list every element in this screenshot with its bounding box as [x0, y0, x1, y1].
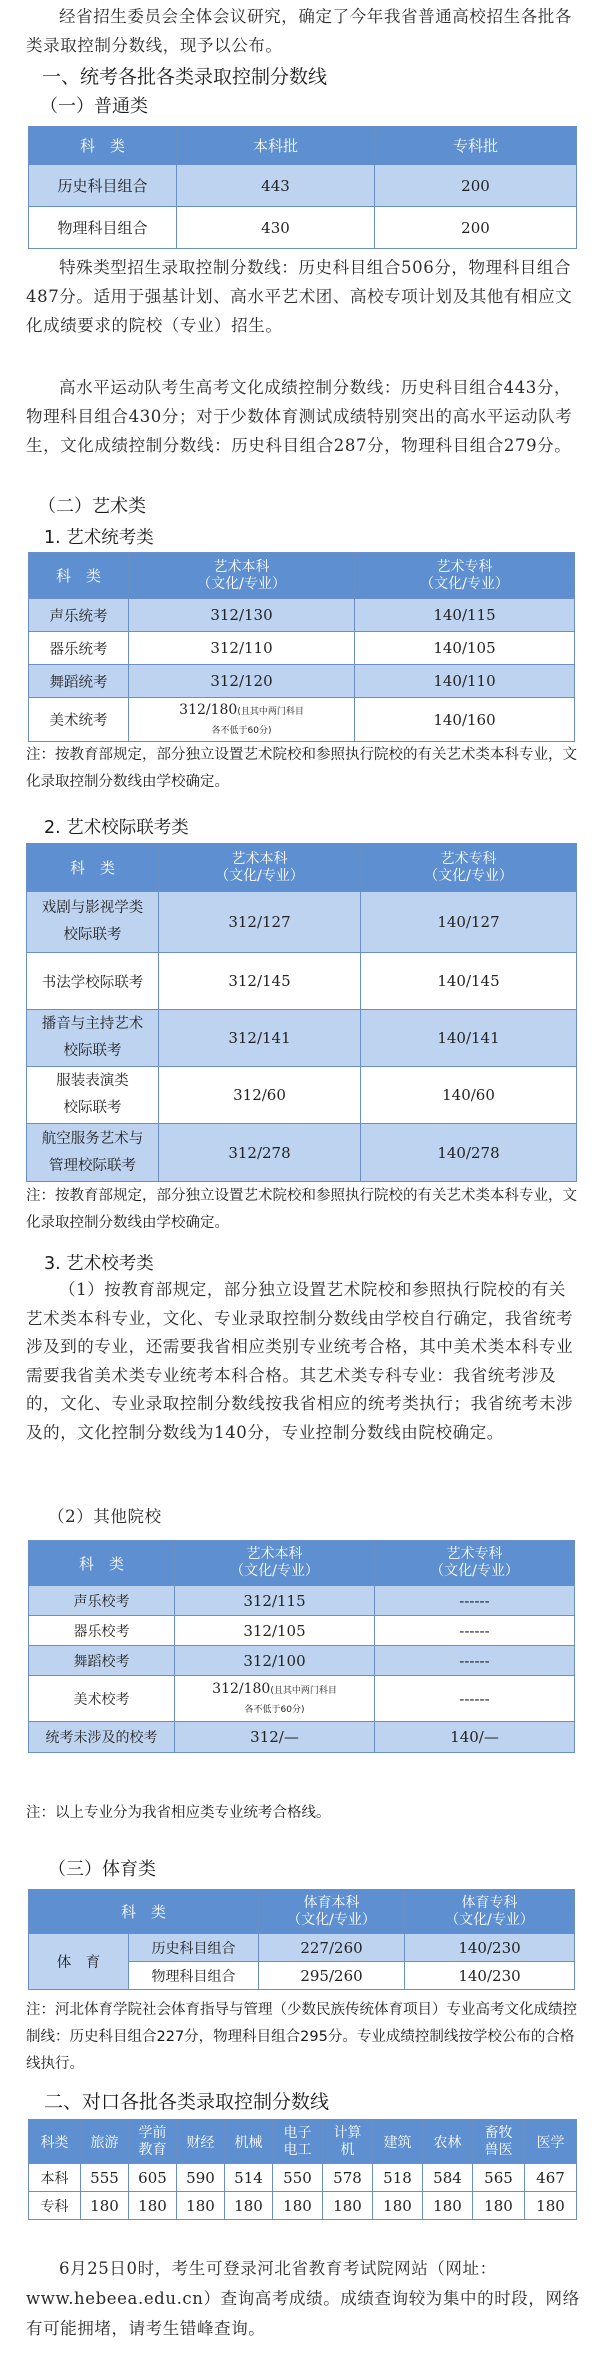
label-line: 校际联考 [63, 1043, 122, 1059]
score-cell: 518 [373, 2164, 423, 2192]
junior-score: 200 [375, 165, 577, 207]
header-category: 科 类 [29, 1890, 259, 1934]
score-cell: 467 [525, 2164, 577, 2192]
row-label: 物理科目组合 [29, 207, 177, 249]
intro-paragraph: 经省招生委员会全体会议研究，确定了今年我省普通高校招生各批各类录取控制分数线，现予以公布。 [26, 7, 572, 55]
undergrad-score: 312/110 [129, 632, 355, 665]
junior-score: 140/110 [355, 665, 575, 698]
row-label [27, 892, 159, 953]
header-line: （文化/专业） [430, 1563, 519, 1579]
score-cell: 180 [81, 2192, 129, 2220]
label-line: 校际联考 [63, 927, 122, 943]
header-line: 艺术专科 [436, 558, 493, 575]
score-cell: 180 [373, 2192, 423, 2220]
header-line: 计算 [333, 2124, 362, 2141]
undergrad-score-cell [175, 1676, 375, 1722]
score-cell: 555 [81, 2164, 129, 2192]
header-line: （文化/专业） [215, 867, 304, 884]
undergrad-score: 227/260 [259, 1934, 405, 1962]
junior-score: 200 [375, 207, 577, 249]
undergrad-score: 312/127 [159, 892, 361, 953]
score-cell: 550 [273, 2164, 323, 2192]
score-cell: 180 [273, 2192, 323, 2220]
art-unified-note: 注：按教育部规定，部分独立设置艺术院校和参照执行院校的有关艺术类本科专业，文化录取控制分数线由学校确定。 [26, 747, 577, 790]
row-label: 器乐校考 [29, 1616, 175, 1646]
junior-score: 140/278 [361, 1124, 577, 1182]
header-medicine: 医学 [525, 2120, 577, 2164]
row-label: 专科 [29, 2192, 81, 2220]
row-label: 美术统考 [29, 698, 129, 742]
category-label: 体 育 [29, 1934, 129, 1990]
table-row [27, 892, 577, 953]
score-cell: 514 [225, 2164, 273, 2192]
sports-subtitle: （三）体育类 [48, 1859, 156, 1880]
row-label: 舞蹈统考 [29, 665, 129, 698]
header-line: （文化/专业） [420, 575, 509, 592]
table-row [29, 599, 575, 632]
table-row [29, 1586, 575, 1616]
header-line: 艺术专科 [440, 850, 497, 867]
art-joint-table [26, 843, 577, 1182]
art-school-title: 3. 艺术校考类 [44, 1254, 154, 1274]
score-cell: 180 [525, 2192, 577, 2220]
score-cell: 578 [323, 2164, 373, 2192]
junior-score: ------ [375, 1616, 575, 1646]
label-line: 服装表演类 [56, 1073, 129, 1089]
table-row [29, 665, 575, 698]
header-line: 艺术本科 [246, 1546, 303, 1562]
header-category: 科 类 [27, 844, 159, 892]
score-cell: 565 [473, 2164, 525, 2192]
header-agriculture: 农林 [423, 2120, 473, 2164]
header-art-junior [355, 553, 575, 599]
header-sports-junior [405, 1890, 575, 1934]
label-line: 校际联考 [63, 1100, 122, 1116]
header-line: 艺术本科 [213, 558, 270, 575]
score-cell: 180 [473, 2192, 525, 2220]
art-school-table [28, 1540, 575, 1753]
score-cell: 180 [423, 2192, 473, 2220]
score-note: 各不低于60分) [244, 1704, 305, 1715]
junior-score: 140/105 [355, 632, 575, 665]
row-label [27, 1010, 159, 1067]
row-label: 书法学校际联考 [27, 953, 159, 1010]
row-label: 声乐统考 [29, 599, 129, 632]
general-subtitle: （一）普通类 [40, 96, 148, 117]
sports-team-paragraph: 高水平运动队考生高考文化成绩控制分数线：历史科目组合443分，物理科目组合430分；对于少数体育测试成绩特别突出的高水平运动队考生，文化成绩控制分数线：历史科目组合287分，物理科目组合279分。 [26, 378, 573, 455]
junior-score: 140/141 [361, 1010, 577, 1067]
sports-table [28, 1889, 575, 1990]
table-row [29, 165, 577, 207]
header-veterinary [473, 2120, 525, 2164]
undergrad-score-cell [129, 698, 355, 742]
row-label: 本科 [29, 2164, 81, 2192]
header-category: 科 类 [29, 127, 177, 165]
table-row [27, 1124, 577, 1182]
row-label: 声乐校考 [29, 1586, 175, 1616]
header-category: 科类 [29, 2120, 81, 2164]
undergrad-score: 312/180 [212, 1680, 271, 1697]
table-row [29, 1722, 575, 1753]
other-schools-title: （2）其他院校 [48, 1507, 162, 1526]
header-line: 畜牧 [484, 2124, 513, 2141]
row-label [27, 1067, 159, 1124]
undergrad-score: 312/60 [159, 1067, 361, 1124]
undergrad-score: 312/145 [159, 953, 361, 1010]
undergrad-score: 312/130 [129, 599, 355, 632]
header-category: 科 类 [29, 553, 129, 599]
section2-title: 二、对口各批各类录取控制分数线 [44, 2091, 330, 2113]
score-cell: 605 [129, 2164, 177, 2192]
junior-score: 140/60 [361, 1067, 577, 1124]
junior-score: 140/230 [405, 1962, 575, 1990]
section1-title: 一、统考各批各类录取控制分数线 [42, 66, 328, 88]
row-label: 统考未涉及的校考 [29, 1722, 175, 1753]
header-line: 艺术专科 [446, 1546, 503, 1562]
junior-score: ------ [375, 1646, 575, 1676]
header-art-undergrad [129, 553, 355, 599]
art-unified-title: 1. 艺术统考类 [44, 528, 154, 548]
header-sports-undergrad [259, 1890, 405, 1934]
vocational-table [28, 2119, 577, 2220]
score-note: (且其中两门科目 [237, 706, 304, 717]
header-line: 机 [340, 2141, 355, 2158]
row-label: 历史科目组合 [129, 1934, 259, 1962]
row-label [27, 1124, 159, 1182]
undergrad-score: 312/141 [159, 1010, 361, 1067]
score-cell: 180 [225, 2192, 273, 2220]
header-finance: 财经 [177, 2120, 225, 2164]
header-tourism: 旅游 [81, 2120, 129, 2164]
table-row [29, 2164, 577, 2192]
junior-score: 140/160 [355, 698, 575, 742]
undergrad-score: 430 [177, 207, 375, 249]
undergrad-score: 295/260 [259, 1962, 405, 1990]
general-table [28, 126, 577, 249]
table-row [27, 1067, 577, 1124]
row-label: 器乐统考 [29, 632, 129, 665]
table-row [29, 1616, 575, 1646]
header-line: 体育专科 [461, 1894, 518, 1911]
footer-paragraph: 6月25日0时，考生可登录河北省教育考试院网站（网址：www.hebeea.edu.cn）查询高考成绩。成绩查询较为集中的时段，网络有可能拥堵，请考生错峰查询。 [26, 2259, 580, 2338]
table-row [27, 1010, 577, 1067]
score-cell: 584 [423, 2164, 473, 2192]
table-row [27, 953, 577, 1010]
sports-note: 注：河北体育学院社会体育指导与管理（少数民族传统体育项目）专业高考文化成绩控制线：历史科目组合227分，物理科目组合295分。专业成绩控制线按学校公布的合格线执行。 [26, 2002, 577, 2072]
header-mechanical: 机械 [225, 2120, 273, 2164]
header-category: 科 类 [29, 1541, 175, 1586]
art-unified-table [28, 552, 575, 742]
score-cell: 590 [177, 2164, 225, 2192]
special-type-paragraph: 特殊类型招生录取控制分数线：历史科目组合506分，物理科目组合487分。适用于强基计划、高水平艺术团、高校专项计划及其他有相应文化成绩要求的院校（专业）招生。 [26, 258, 573, 335]
junior-score: ------ [375, 1676, 575, 1722]
table-row [29, 2192, 577, 2220]
junior-score: ------ [375, 1586, 575, 1616]
junior-score: 140/— [375, 1722, 575, 1753]
art-school-note: 注：以上专业分为我省相应类专业统考合格线。 [26, 1805, 331, 1821]
header-electronics [273, 2120, 323, 2164]
label-line: 播音与主持艺术 [41, 1016, 144, 1032]
header-art-undergrad [175, 1541, 375, 1586]
undergrad-score: 443 [177, 165, 375, 207]
undergrad-score: 312/— [175, 1722, 375, 1753]
junior-score: 140/115 [355, 599, 575, 632]
undergrad-score: 312/105 [175, 1616, 375, 1646]
undergrad-score: 312/278 [159, 1124, 361, 1182]
art-school-paragraph: （1）按教育部规定，部分独立设置艺术院校和参照执行院校的有关艺术类本科专业，文化、专业录取控制分数线由学校自行确定，我省统考涉及到的专业，还需要我省相应类别专业统考合格，其中美术类本科专业需要我省美术类专业统考本科合格。其艺术类专科专业：我省统考涉及的，文化、专业录取控制分数线按我省相应的统考类执行；我省统考未涉及的，文化控制分数线为140分，专业控制分数线由院校确定。 [26, 1280, 574, 1442]
label-line: 戏剧与影视学类 [41, 900, 144, 916]
header-line: 体育本科 [303, 1894, 360, 1911]
header-line: （文化/专业） [230, 1563, 319, 1579]
undergrad-score: 312/120 [129, 665, 355, 698]
header-computer [323, 2120, 373, 2164]
junior-score: 140/127 [361, 892, 577, 953]
row-label: 舞蹈校考 [29, 1646, 175, 1676]
header-junior: 专科批 [375, 127, 577, 165]
header-art-junior [361, 844, 577, 892]
score-note: (且其中两门科目 [270, 1685, 337, 1696]
header-line: 学前 [138, 2124, 167, 2141]
table-row [29, 1646, 575, 1676]
junior-score: 140/230 [405, 1934, 575, 1962]
score-cell: 180 [177, 2192, 225, 2220]
header-undergrad: 本科批 [177, 127, 375, 165]
art-joint-title: 2. 艺术校际联考类 [44, 818, 189, 838]
table-row [29, 1676, 575, 1722]
header-line: 艺术本科 [231, 850, 288, 867]
header-line: （文化/专业） [445, 1911, 534, 1928]
junior-score: 140/145 [361, 953, 577, 1010]
table-row [29, 207, 577, 249]
row-label: 物理科目组合 [129, 1962, 259, 1990]
undergrad-score: 312/180 [179, 701, 238, 718]
header-line: （文化/专业） [287, 1911, 376, 1928]
header-line: 教育 [138, 2141, 167, 2158]
header-line: （文化/专业） [424, 867, 513, 884]
header-line: 电工 [283, 2141, 312, 2158]
undergrad-score: 312/115 [175, 1586, 375, 1616]
row-label: 历史科目组合 [29, 165, 177, 207]
table-row [29, 698, 575, 742]
header-line: （文化/专业） [197, 575, 286, 592]
art-subtitle: （二）艺术类 [38, 496, 146, 517]
row-label: 美术校考 [29, 1676, 175, 1722]
score-cell: 180 [129, 2192, 177, 2220]
header-construction: 建筑 [373, 2120, 423, 2164]
header-line: 电子 [283, 2124, 312, 2141]
table-row [29, 632, 575, 665]
label-line: 航空服务艺术与 [41, 1130, 144, 1147]
header-line: 兽医 [484, 2141, 513, 2158]
table-row [29, 1934, 575, 1962]
header-art-junior [375, 1541, 575, 1586]
score-cell: 180 [323, 2192, 373, 2220]
art-joint-note: 注：按教育部规定，部分独立设置艺术院校和参照执行院校的有关艺术类本科专业，文化录取控制分数线由学校确定。 [26, 1188, 577, 1231]
header-preschool [129, 2120, 177, 2164]
header-art-undergrad [159, 844, 361, 892]
label-line: 管理校际联考 [49, 1157, 136, 1174]
score-note: 各不低于60分) [211, 725, 272, 736]
undergrad-score: 312/100 [175, 1646, 375, 1676]
